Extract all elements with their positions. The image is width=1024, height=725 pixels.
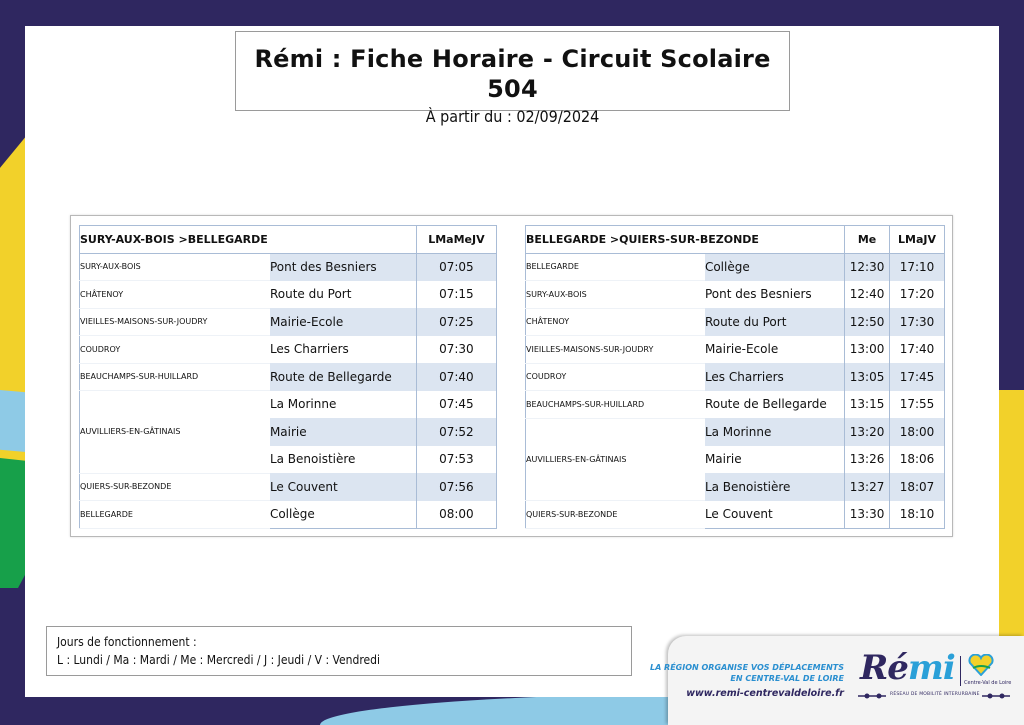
route-title: SURY-AUX-BOIS >BELLEGARDE: [80, 226, 417, 254]
time-cell: 17:20: [890, 281, 945, 309]
table-row: [80, 473, 497, 501]
time-cell: 17:45: [890, 363, 945, 391]
time-cell: 13:05: [845, 363, 890, 391]
timetable-sheet: [25, 26, 999, 697]
table-row: [526, 308, 945, 336]
region-label: Centre-Val de Loire: [964, 680, 1012, 686]
town-cell: CHÂTENOY: [526, 308, 705, 336]
table-header-row: [526, 226, 945, 254]
timetable-outbound: [79, 225, 497, 529]
time-cell: 12:30: [845, 253, 890, 281]
time-cell: 13:26: [845, 446, 890, 474]
time-cell: 07:25: [416, 308, 496, 336]
title-box: [235, 31, 790, 126]
town-cell: COUDROY: [526, 363, 705, 391]
town-cell: BELLEGARDE: [526, 253, 705, 281]
stop-cell: Le Couvent: [705, 501, 845, 529]
time-cell: 18:00: [890, 418, 945, 446]
time-cell: 07:05: [416, 253, 496, 281]
table-row: [526, 253, 945, 281]
table-row: [80, 281, 497, 309]
time-cell: 07:52: [416, 418, 496, 446]
time-cell: 17:55: [890, 391, 945, 419]
day-column-header: Me: [845, 226, 890, 254]
town-cell: SURY-AUX-BOIS: [80, 253, 270, 281]
tagline-line-1: LA RÉGION ORGANISE VOS DÉPLACEMENTS: [649, 663, 844, 672]
time-cell: 12:40: [845, 281, 890, 309]
town-cell: BELLEGARDE: [80, 501, 270, 529]
table-row: [526, 336, 945, 364]
time-cell: 08:00: [416, 501, 496, 529]
stop-cell: Le Couvent: [270, 473, 416, 501]
town-cell: BEAUCHAMPS-SUR-HUILLARD: [526, 391, 705, 419]
table-row: [80, 336, 497, 364]
time-cell: 07:40: [416, 363, 496, 391]
stop-cell: La Morinne: [270, 391, 416, 419]
table-header-row: [80, 226, 497, 254]
town-cell: AUVILLIERS-EN-GÂTINAIS: [80, 391, 270, 474]
remi-logo: [860, 648, 955, 688]
stop-cell: Route du Port: [705, 308, 845, 336]
table-row: [526, 281, 945, 309]
stop-cell: Mairie-Ecole: [705, 336, 845, 364]
region-tagline: [644, 662, 844, 684]
table-row: [526, 418, 945, 446]
town-cell: VIEILLES-MAISONS-SUR-JOUDRY: [526, 336, 705, 364]
table-row: [80, 308, 497, 336]
table-row: [526, 391, 945, 419]
table-row: [80, 391, 497, 419]
day-column-header: LMaMeJV: [416, 226, 496, 254]
time-cell: 07:30: [416, 336, 496, 364]
time-cell: 17:40: [890, 336, 945, 364]
stop-cell: Les Charriers: [270, 336, 416, 364]
stop-cell: Mairie-Ecole: [270, 308, 416, 336]
route-title: BELLEGARDE >QUIERS-SUR-BEZONDE: [526, 226, 845, 254]
stop-cell: La Benoistière: [270, 446, 416, 474]
table-row: [80, 363, 497, 391]
page-title: Rémi : Fiche Horaire - Circuit Scolaire 504: [254, 45, 771, 103]
table-row: [80, 253, 497, 281]
stop-cell: La Morinne: [705, 418, 845, 446]
town-cell: AUVILLIERS-EN-GÂTINAIS: [526, 418, 705, 501]
time-cell: 13:20: [845, 418, 890, 446]
town-cell: VIEILLES-MAISONS-SUR-JOUDRY: [80, 308, 270, 336]
network-label: RÉSEAU DE MOBILITÉ INTERURBAINE: [890, 692, 980, 697]
logo-divider: [960, 656, 961, 686]
time-cell: 07:53: [416, 446, 496, 474]
effective-date: À partir du : 02/09/2024: [425, 107, 600, 126]
tagline-line-2: EN CENTRE-VAL DE LOIRE: [730, 674, 844, 683]
logo-mi: mi: [907, 648, 955, 688]
time-cell: 07:56: [416, 473, 496, 501]
website-link[interactable]: www.remi-centrevaldeloire.fr: [686, 688, 844, 699]
stop-cell: Pont des Besniers: [705, 281, 845, 309]
stop-cell: La Benoistière: [705, 473, 845, 501]
stop-cell: Les Charriers: [705, 363, 845, 391]
table-row: [526, 363, 945, 391]
town-cell: QUIERS-SUR-BEZONDE: [80, 473, 270, 501]
operating-days-legend: [46, 626, 632, 676]
logo-re: Ré: [860, 648, 908, 688]
time-cell: 17:30: [890, 308, 945, 336]
time-cell: 07:15: [416, 281, 496, 309]
time-cell: 18:10: [890, 501, 945, 529]
time-cell: 13:30: [845, 501, 890, 529]
stop-cell: Mairie: [270, 418, 416, 446]
town-cell: BEAUCHAMPS-SUR-HUILLARD: [80, 363, 270, 391]
table-row: [80, 501, 497, 529]
time-cell: 13:15: [845, 391, 890, 419]
stop-cell: Mairie: [705, 446, 845, 474]
town-cell: COUDROY: [80, 336, 270, 364]
time-cell: 17:10: [890, 253, 945, 281]
table-row: [526, 501, 945, 529]
stop-cell: Collège: [270, 501, 416, 529]
time-cell: 13:00: [845, 336, 890, 364]
time-cell: 18:06: [890, 446, 945, 474]
brand-footer: [649, 636, 1024, 725]
time-cell: 12:50: [845, 308, 890, 336]
stop-cell: Route de Bellegarde: [270, 363, 416, 391]
timetable-inbound: [525, 225, 945, 529]
time-cell: 13:27: [845, 473, 890, 501]
timetables-frame: [70, 215, 953, 537]
legend-text: L : Lundi / Ma : Mardi / Me : Mercredi / J : Jeudi / V : Vendredi: [57, 653, 381, 667]
time-cell: 18:07: [890, 473, 945, 501]
stop-cell: Pont des Besniers: [270, 253, 416, 281]
stop-cell: Route du Port: [270, 281, 416, 309]
region-heart-icon: [968, 654, 994, 676]
town-cell: SURY-AUX-BOIS: [526, 281, 705, 309]
stop-cell: Route de Bellegarde: [705, 391, 845, 419]
legend-title: Jours de fonctionnement :: [57, 635, 197, 649]
stop-cell: Collège: [705, 253, 845, 281]
town-cell: CHÂTENOY: [80, 281, 270, 309]
town-cell: QUIERS-SUR-BEZONDE: [526, 501, 705, 529]
day-column-header: LMaJV: [890, 226, 945, 254]
time-cell: 07:45: [416, 391, 496, 419]
